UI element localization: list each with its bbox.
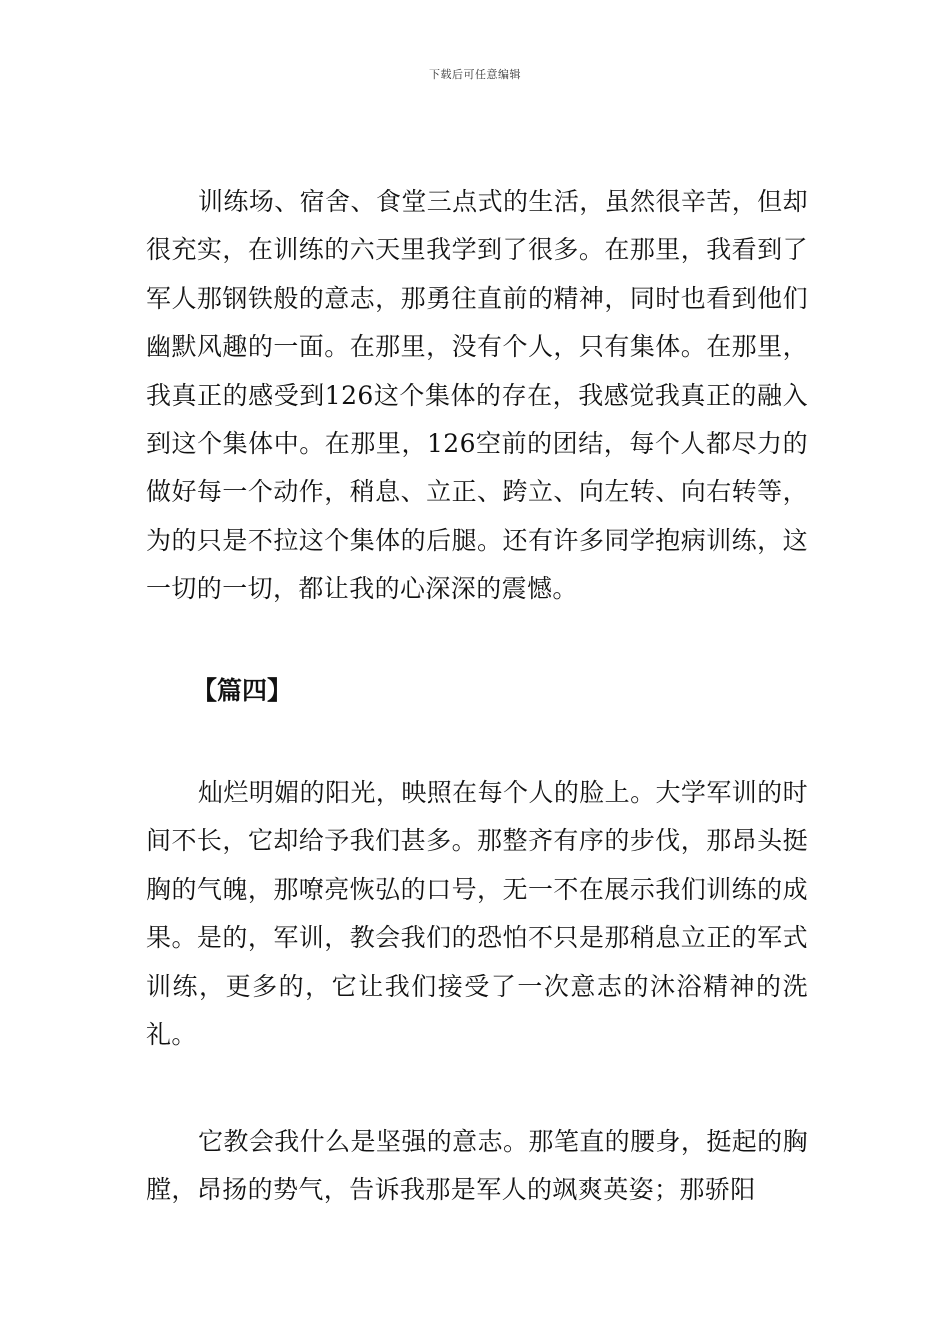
paragraph-strong-will: 它教会我什么是坚强的意志。那笔直的腰身，挺起的胸膛，昂扬的势气，告诉我那是军人的飒爽英姿；那骄阳 xyxy=(146,1126,808,1204)
section-heading: 【篇四】 xyxy=(192,675,293,705)
page-header-note: 下载后可任意编辑 xyxy=(429,68,521,81)
paragraph-sunshine: 灿烂明媚的阳光，映照在每个人的脸上。大学军训的时间不长，它却给予我们甚多。那整齐有序的步伐，那昂头挺胸的气魄，那嘹亮恢弘的口号，无一不在展示我们训练的成果。是的，军训，教会我们的恐怕不只是那稍息立正的军式训练，更多的，它让我们接受了一次意志的沐浴精神的洗礼。 xyxy=(146,778,808,1050)
paragraph-training-life: 训练场、宿舍、食堂三点式的生活，虽然很辛苦，但却很充实，在训练的六天里我学到了很多。在那里，我看到了军人那钢铁般的意志，那勇往直前的精神，同时也看到他们幽默风趣的一面。在那里，没有个人，只有集体。在那里，我真正的感受到126这个集体的存在，我感觉我真正的融入到这个集体中。在那里，126空前的团结，每个人都尽力的做好每一个动作，稍息、立正、跨立、向左转、向右转等，为的只是不拉这个集体的后腿。还有许多同学抱病训练，这一切的一切，都让我的心深深的震憾。 xyxy=(146,187,808,604)
document-body xyxy=(146,178,808,1214)
